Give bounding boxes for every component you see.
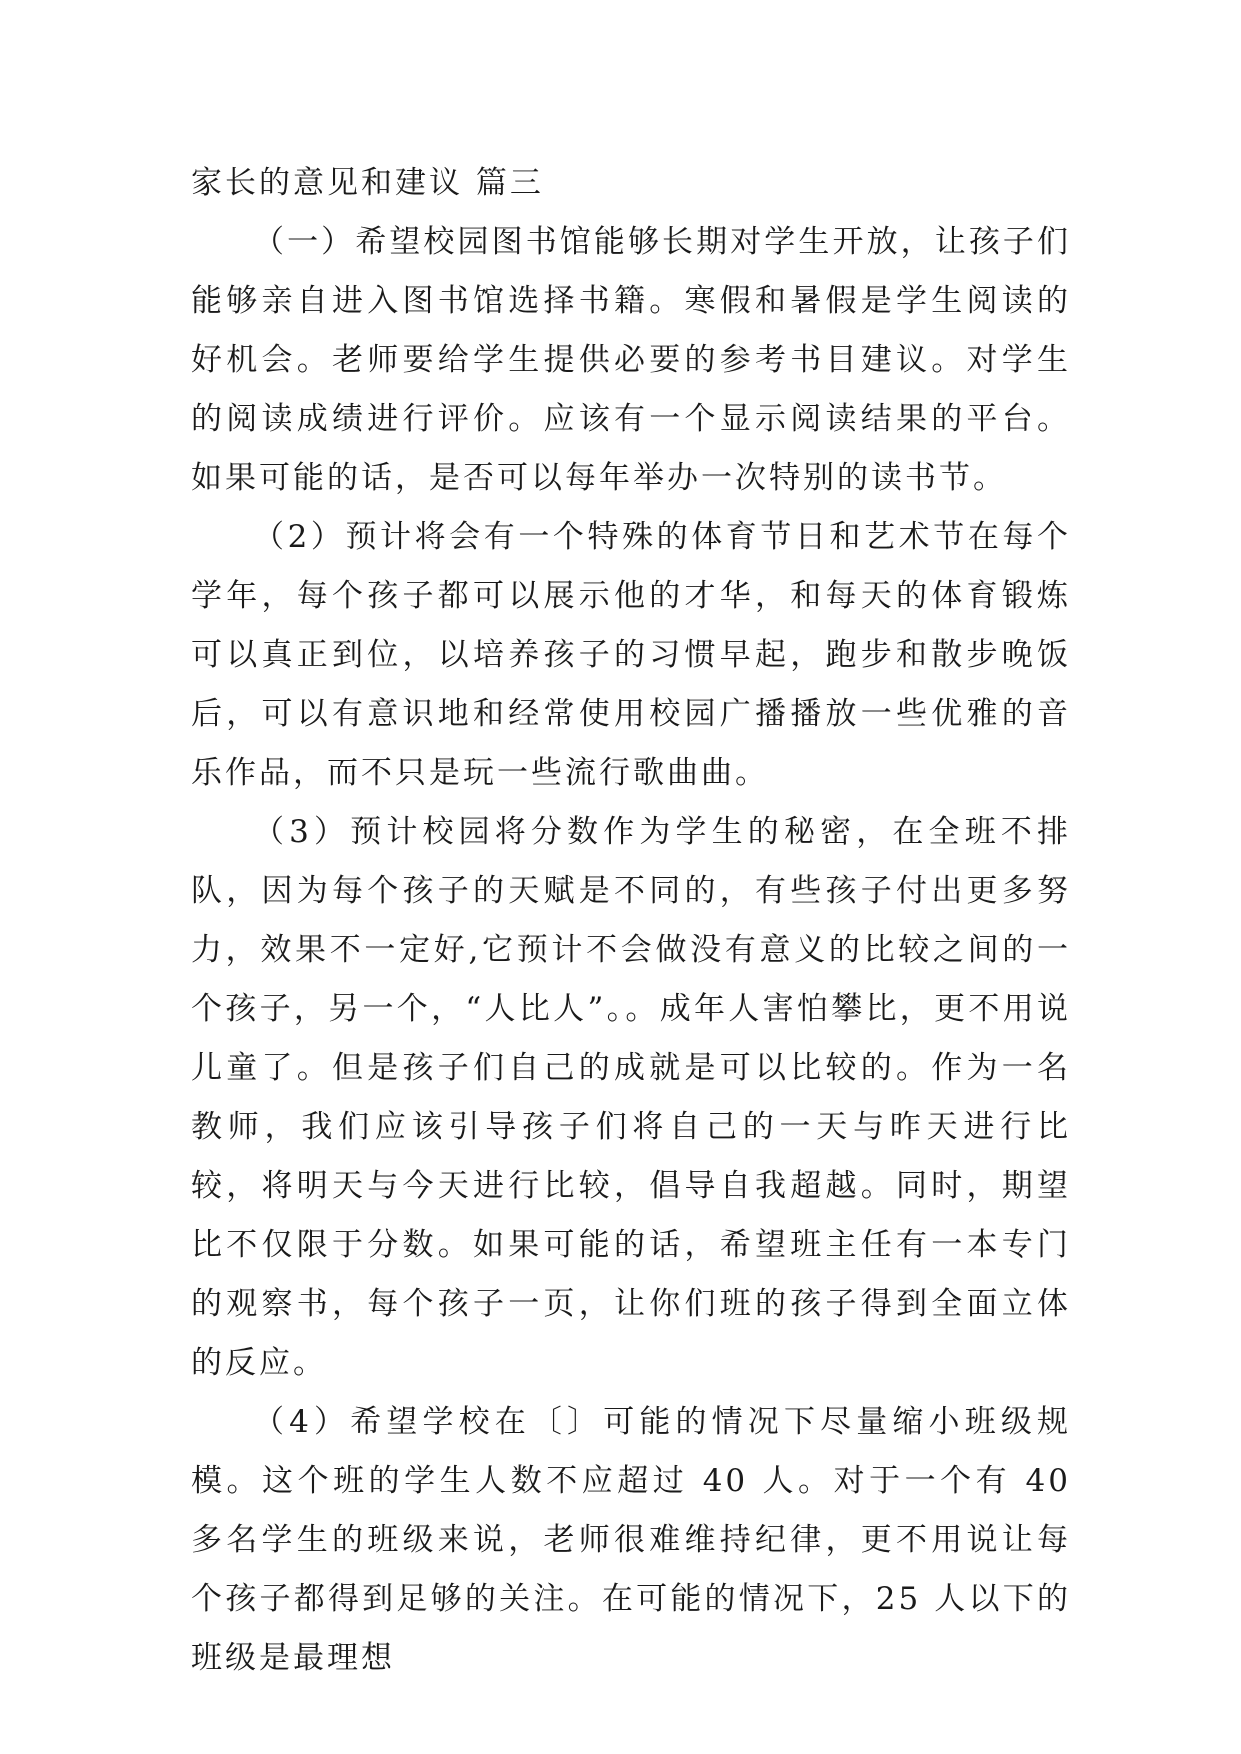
paragraph-3: （3）预计校园将分数作为学生的秘密，在全班不排队，因为每个孩子的天赋是不同的，有些孩子付出更多努力，效果不一定好,它预计不会做没有意义的比较之间的一个孩子，另一个，“人比人”。。成年人害怕攀比，更不用说儿童了。但是孩子们自己的成就是可以比较的。作为一名教师，我们应该引导孩子们将自己的一天与昨天进行比较，将明天与今天进行比较，倡导自我超越。同时，期望比不仅限于分数。如果可能的话，希望班主任有一本专门的观察书，每个孩子一页，让你们班的孩子得到全面立体的反应。 [191, 814, 1071, 1381]
paragraph-2: （2）预计将会有一个特殊的体育节日和艺术节在每个学年，每个孩子都可以展示他的才华，和每天的体育锻炼可以真正到位，以培养孩子的习惯早起，跑步和散步晚饭后，可以有意识地和经常使用校园广播播放一些优雅的音乐作品，而不只是玩一些流行歌曲曲。 [191, 519, 1071, 791]
document-body [191, 154, 1071, 1688]
document-title: 家长的意见和建议 篇三 [191, 165, 544, 201]
paragraph-1: （一）希望校园图书馆能够长期对学生开放，让孩子们能够亲自进入图书馆选择书籍。寒假和暑假是学生阅读的好机会。老师要给学生提供必要的参考书目建议。对学生的阅读成绩进行评价。应该有一个显示阅读结果的平台。如果可能的话，是否可以每年举办一次特别的读书节。 [191, 224, 1071, 496]
paragraph-4: （4）希望学校在〔〕可能的情况下尽量缩小班级规模。这个班的学生人数不应超过 40 人。对于一个有 40 多名学生的班级来说，老师很难维持纪律，更不用说让每个孩子都得到足够的关注。在可能的情况下，25 人以下的班级是最理想 [191, 1404, 1071, 1676]
